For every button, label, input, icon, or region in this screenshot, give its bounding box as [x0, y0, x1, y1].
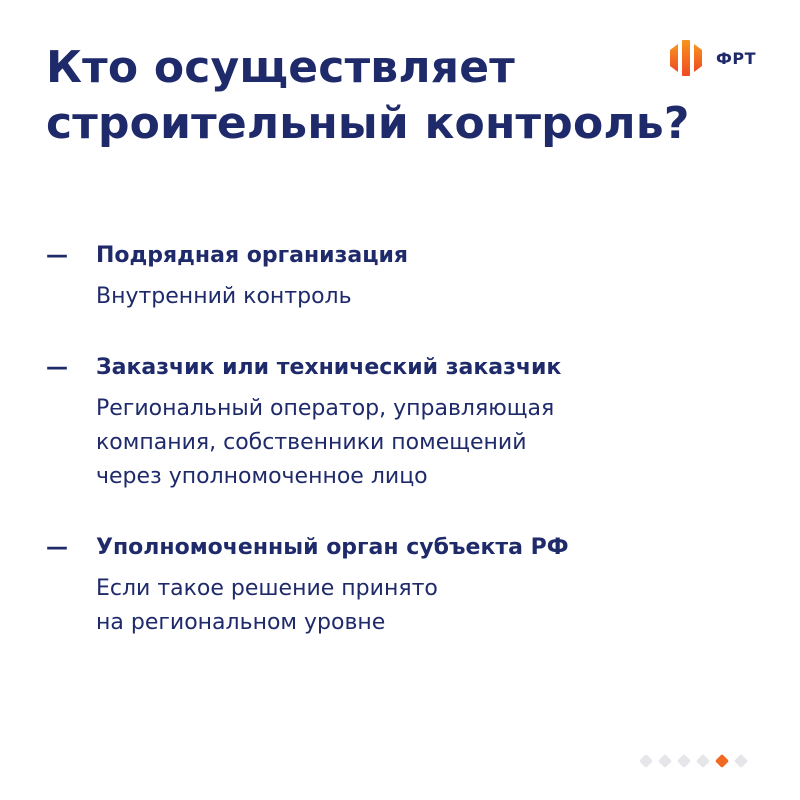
- pager-dot-active[interactable]: [715, 754, 729, 768]
- description-line: Если такое решение принято: [96, 576, 438, 601]
- description-line: Региональный оператор, управляющая: [96, 396, 555, 421]
- slide-pager: [641, 756, 746, 766]
- list-dash: —: [46, 535, 68, 560]
- list-item-title: Уполномоченный орган субъекта РФ: [96, 535, 569, 560]
- list-item-description: [96, 280, 766, 314]
- pager-dot[interactable]: [734, 754, 748, 768]
- list-item-description: [96, 392, 766, 494]
- control-list: [46, 238, 766, 676]
- list-dash: —: [46, 355, 68, 380]
- list-item-description: [96, 572, 766, 640]
- pager-dot[interactable]: [677, 754, 691, 768]
- page-title-line-2: строительный контроль?: [46, 98, 690, 149]
- list-dash: —: [46, 243, 68, 268]
- list-item-authority: [46, 530, 766, 640]
- list-item-contractor: [46, 238, 766, 314]
- pager-dot[interactable]: [639, 754, 653, 768]
- list-item-title: Подрядная организация: [96, 243, 409, 268]
- frt-logo-icon: [668, 40, 710, 76]
- description-line: на региональном уровне: [96, 610, 386, 635]
- pager-dot[interactable]: [696, 754, 710, 768]
- description-line: компания, собственники помещений: [96, 430, 527, 455]
- page-title: [46, 40, 690, 152]
- description-line: Внутренний контроль: [96, 284, 352, 309]
- frt-logo-text: ФРТ: [716, 48, 757, 68]
- list-item-title: Заказчик или технический заказчик: [96, 355, 562, 380]
- description-line: через уполномоченное лицо: [96, 464, 428, 489]
- pager-dot[interactable]: [658, 754, 672, 768]
- page-title-line-1: Кто осуществляет: [46, 42, 515, 93]
- list-item-customer: [46, 350, 766, 494]
- frt-logo: [668, 40, 756, 76]
